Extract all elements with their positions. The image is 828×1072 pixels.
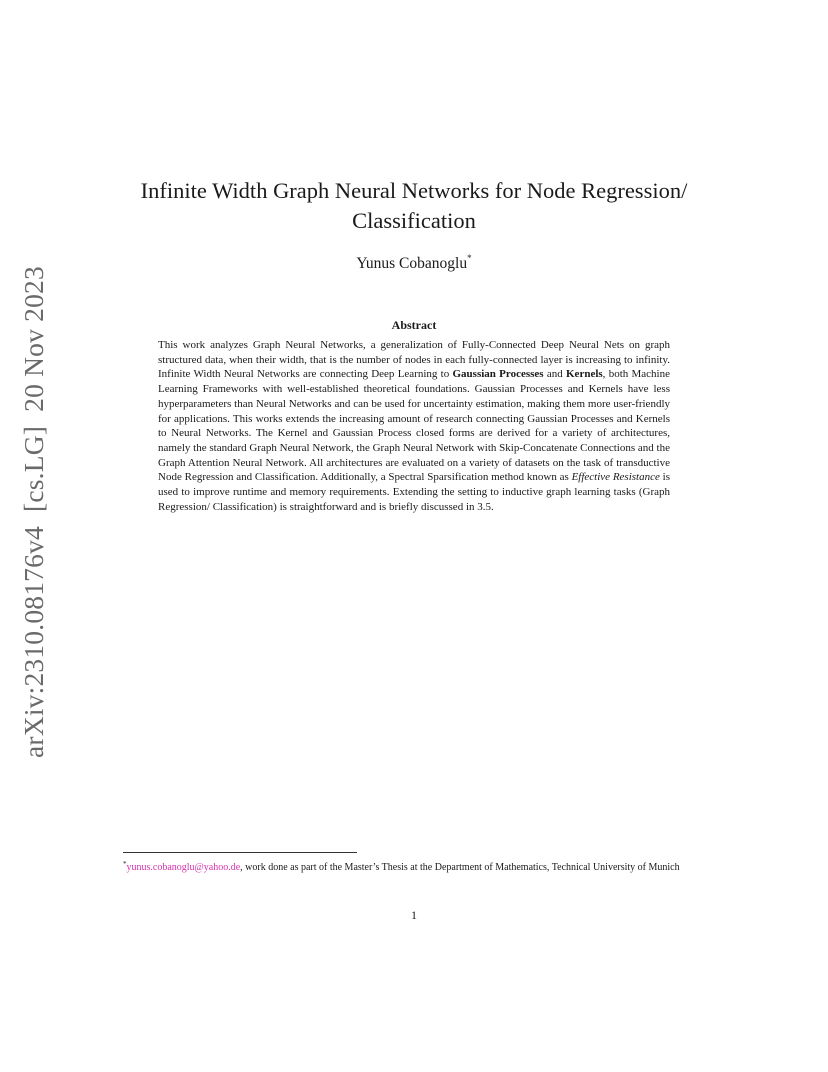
author-footnote-mark[interactable]: * (467, 253, 472, 263)
arxiv-id[interactable]: arXiv:2310.08176v4 (18, 526, 49, 758)
arxiv-date: 20 Nov 2023 (18, 266, 49, 412)
abstract-italic-effective-resistance: Effective Resistance (571, 471, 660, 484)
abstract-bold-gaussian-processes: Gaussian Processes (452, 368, 544, 381)
abstract-text-2: and (543, 368, 566, 381)
arxiv-category: [cs.LG] (18, 425, 49, 513)
title-line-2: Classification (352, 208, 476, 233)
paper-title (100, 176, 728, 236)
abstract-text-1: This work analyzes Graph Neural Networks, a generalization of Fully-Connected Deep Neural Nets on graph structured data, when their width, that is the number of nodes in each fully-connected layer is increasing to infinity. Infinite Width Neural Networks are connecting Deep Learning to (158, 339, 670, 381)
footnote (123, 857, 705, 875)
abstract-heading: Abstract (391, 318, 437, 332)
footnote-divider (123, 852, 357, 853)
footnote-text: , work done as part of the Master’s Thesis at the Department of Mathematics, Technical University of Munich (240, 862, 680, 873)
abstract-text-4: is used to improve runtime and memory requirements. Extending the setting to inductive graph learning tasks (Graph Regression/ Classification) is straightforward and is briefly discussed in 3.5. (158, 471, 670, 513)
footnote-mark: * (123, 860, 127, 868)
abstract-body (158, 338, 670, 514)
abstract-text-3: , both Machine Learning Frameworks with well-established theoretical foundations. Gaussian Processes and Kernels have less hyperparameters than Neural Networks and can be used for uncertainty estimation, making them more user-friendly for applications. This works extends the increasing amount of research connecting Gaussian Processes and Kernels to Neural Networks. The Kernel and Gaussian Process closed forms are derived for a variety of architectures, namely the standard Graph Neural Network, the Graph Neural Network with Skip-Concatenate Connections and the Graph Attention Neural Network. All architectures are evaluated on a variety of datasets on the task of transductive Node Regression and Classification. Additionally, a Spectral Sparsification method known as (158, 368, 670, 484)
abstract-bold-kernels: Kernels (566, 368, 603, 381)
page-number: 1 (411, 908, 417, 922)
author-line (100, 253, 728, 273)
arxiv-sidebar-stamp (18, 266, 50, 758)
author-email-link[interactable]: yunus.cobanoglu@yahoo.de (126, 862, 241, 873)
title-line-1: Infinite Width Graph Neural Networks for Node Regression/ (140, 178, 688, 203)
author-name: Yunus Cobanoglu (356, 255, 468, 272)
